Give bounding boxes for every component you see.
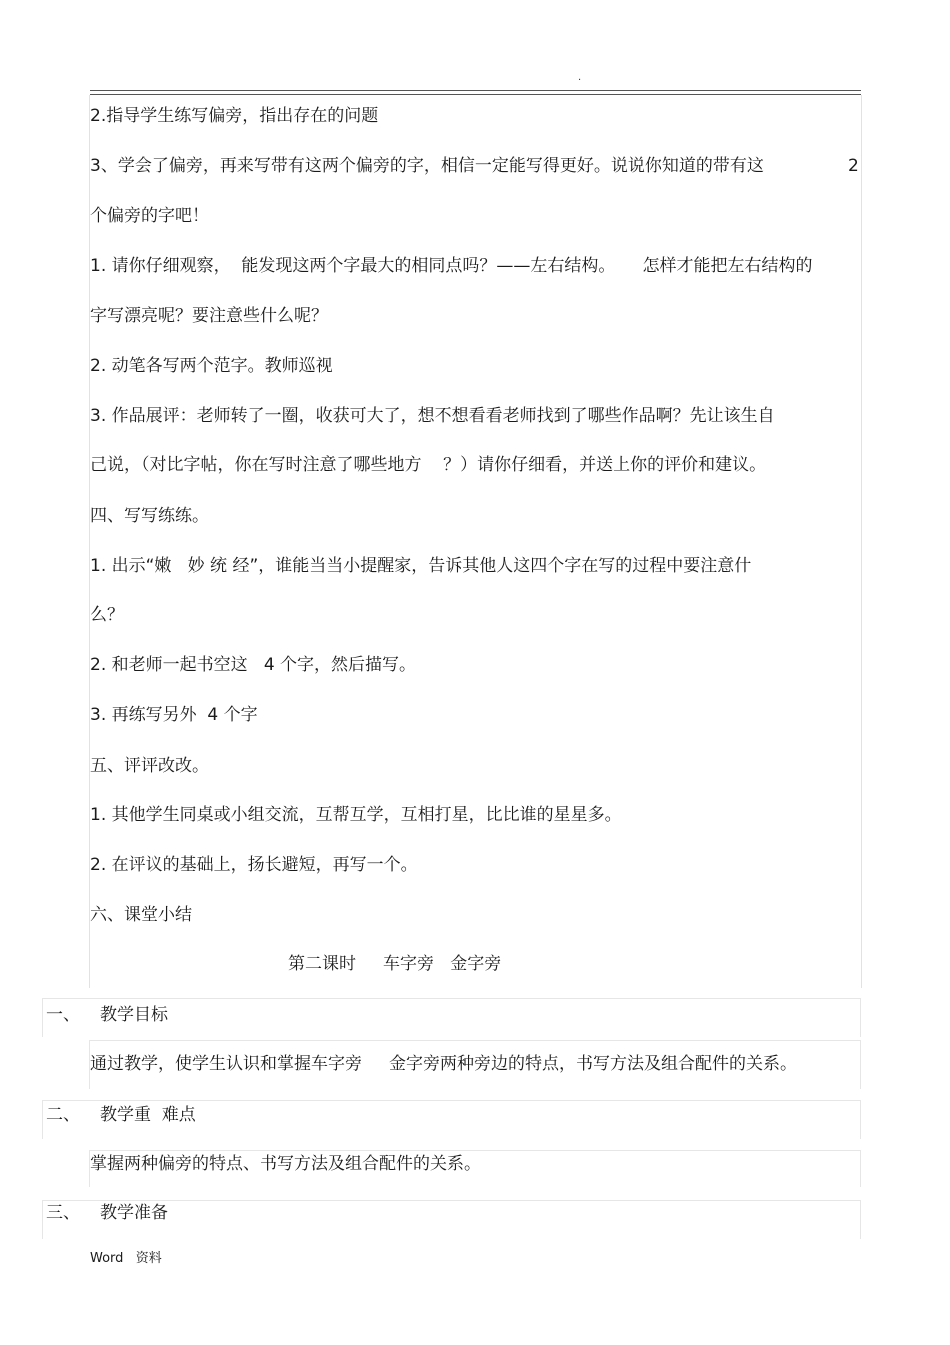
text-line: 2.指导学生练写偏旁，指出存在的问题 — [90, 106, 379, 126]
section-content: 通过教学，使学生认识和掌握车字旁 金字旁两种旁边的特点，书写方法及组合配件的关系。 — [90, 1054, 798, 1074]
text-line: 己说，（对比字帖，你在写时注意了哪些地方 ？）请你仔细看，并送上你的评价和建议。 — [90, 455, 767, 475]
section-number: 二、 — [46, 1105, 80, 1125]
text-line: 2. 在评议的基础上，扬长避短，再写一个。 — [90, 855, 418, 875]
header-dot: . — [578, 72, 582, 83]
section-number: 一、 — [46, 1005, 80, 1025]
text-line: 3. 再练写另外 4 个字 — [90, 705, 258, 725]
section-title: 教学重 难点 — [100, 1105, 196, 1125]
heading-summary: 六、课堂小结 — [90, 905, 192, 925]
text-line: 2. 动笔各写两个范字。教师巡视 — [90, 356, 333, 376]
text-line: 1. 其他学生同桌或小组交流，互帮互学，互相打星，比比谁的星星多。 — [90, 805, 622, 825]
text-line: 2. 和老师一起书空这 4 个字，然后描写。 — [90, 655, 417, 675]
footer-label: Word 资料 — [90, 1251, 162, 1266]
text-line: 1. 请你仔细观察， 能发现这两个字最大的相同点吗？——左右结构。 怎样才能把左右结构的 — [90, 256, 813, 276]
heading-review: 五、评评改改。 — [90, 756, 209, 776]
lesson-title: 第二课时 车字旁 金字旁 — [288, 954, 502, 974]
heading-practice: 四、写写练练。 — [90, 506, 209, 526]
text-line: 么？ — [90, 605, 124, 625]
section-number: 三、 — [46, 1203, 80, 1223]
header-rule-top — [90, 90, 861, 91]
section-title: 教学目标 — [100, 1005, 168, 1025]
text-line: 1. 出示“嫩 妙 统 经”，谁能当当小提醒家，告诉其他人这四个字在写的过程中要注意什 — [90, 556, 752, 576]
section-title: 教学准备 — [100, 1203, 168, 1223]
text-line: 3. 作品展评：老师转了一圈，收获可大了，想不想看看老师找到了哪些作品啊？先让该生自 — [90, 406, 775, 426]
text-line: 字写漂亮呢？要注意些什么呢？ — [90, 306, 328, 326]
section-content: 掌握两种偏旁的特点、书写方法及组合配件的关系。 — [90, 1154, 481, 1174]
page-number-marker: 2 — [848, 156, 859, 176]
text-line: 个偏旁的字吧！ — [90, 206, 209, 226]
text-line: 3、学会了偏旁，再来写带有这两个偏旁的字，相信一定能写得更好。说说你知道的带有这 — [90, 156, 764, 176]
